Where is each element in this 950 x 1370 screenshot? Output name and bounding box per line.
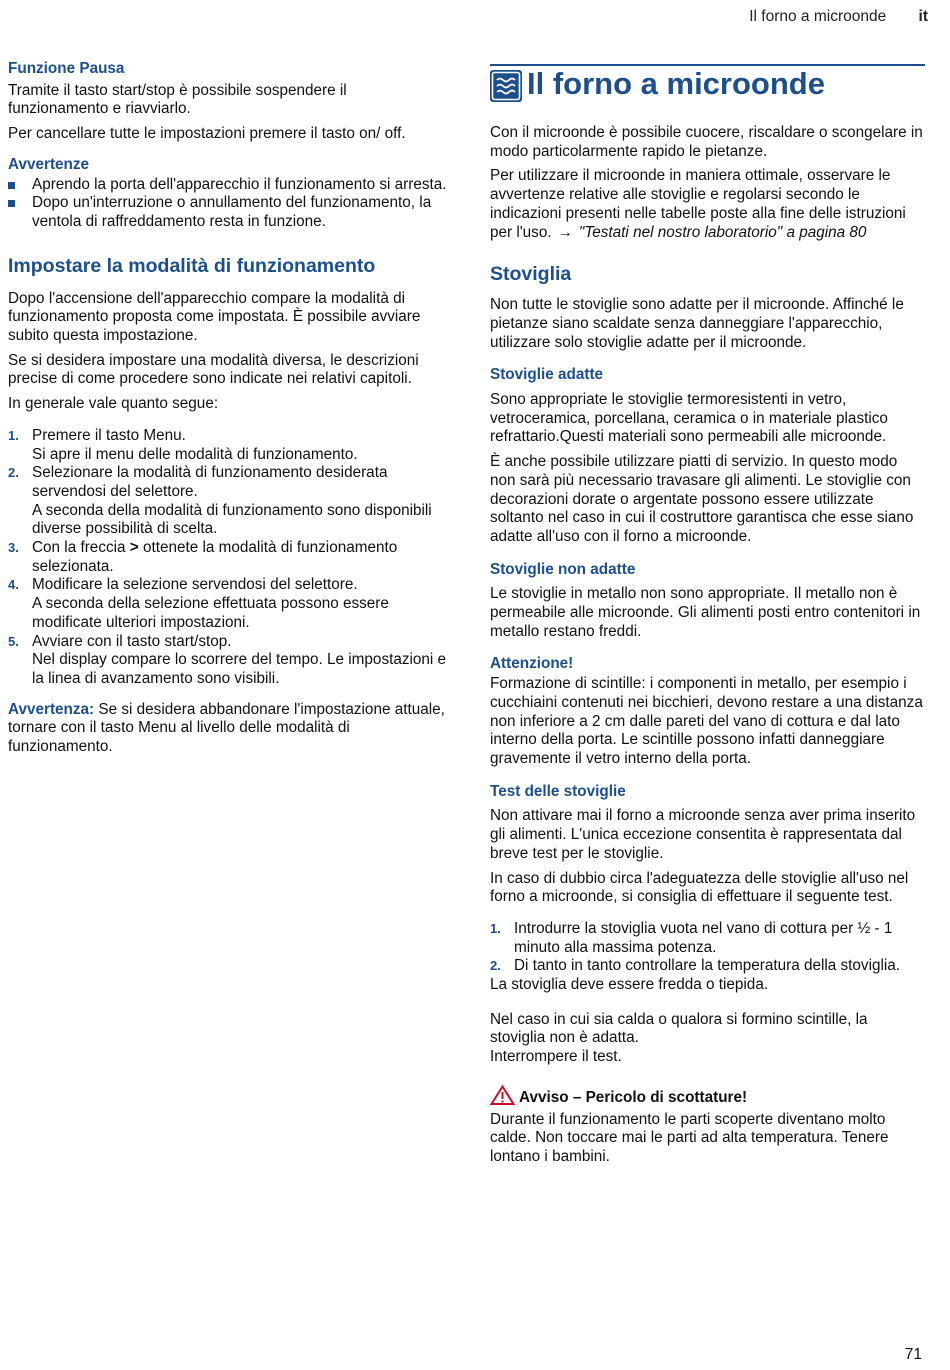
note-text: Se si desidera abbandonare l'impostazione attuale, tornare con il tasto Menu al livello delle modalità di funzionamento.	[8, 700, 445, 756]
step-number: 2.	[490, 958, 501, 974]
impostare-paragraph-2: Se si desidera impostare una modalità diversa, le descrizioni precise di come procedere sono indicate nei relativi capitoli.	[8, 351, 419, 388]
list-item	[8, 427, 448, 464]
step-result: Si apre il menu delle modalità di funzionamento.	[32, 445, 358, 463]
step-result: Nel display compare lo scorrere del tempo. Le impostazioni e la linea di avanzamento sono visibili.	[32, 651, 447, 687]
avviso-paragraph-1: Durante il funzionamento le parti scoperte diventano molto calde. Non toccare mai le parti ad alta temperatura. Tenere lontano i bambini.	[490, 1110, 889, 1165]
avviso-heading-row	[490, 1085, 925, 1111]
cross-reference-link[interactable]: "Testati nel nostro laboratorio" a pagina 80	[578, 223, 867, 241]
step-number: 2.	[8, 465, 19, 481]
avviso-block	[490, 1085, 925, 1167]
attenzione-paragraph-1: Formazione di scintille: i componenti in metallo, per esempio i cucchiaini contenuti nei bicchieri, devono restare a una distanza non inferiore a 2 cm dalle pareti del vano di cottura e dal lato interno della porta. Le scintille possono infatti danneggiare gravemente il vetro interno della porta.	[490, 675, 923, 767]
list-item	[490, 957, 925, 976]
step-result: A seconda della modalità di funzionamento sono disponibili diverse possibilità di scelta.	[32, 501, 432, 538]
stoviglia-heading: Stoviglia	[490, 263, 572, 286]
non-adatte-paragraph-1: Le stoviglie in metallo non sono appropriate. Il metallo non è permeabile alle microonde. Gli alimenti posti entro contenitori in metallo restano freddi.	[490, 585, 921, 640]
list-item	[490, 920, 925, 957]
avvertenze-list	[8, 176, 448, 232]
page-header	[749, 8, 928, 27]
pausa-paragraph-1: Tramite il tasto start/stop è possibile sospendere il funzionamento e riavviarlo.	[8, 81, 347, 118]
impostare-paragraph-1: Dopo l'accensione dell'apparecchio compare la modalità di funzionamento proposta come impostata. È possibile avviare subito questa impostazione.	[8, 289, 421, 345]
adatte-heading: Stoviglie adatte	[490, 366, 604, 384]
step-number: 3.	[8, 540, 19, 556]
intro-paragraph-2	[490, 167, 925, 242]
test-heading: Test delle stoviglie	[490, 782, 626, 800]
header-language: it	[918, 8, 928, 25]
list-item	[8, 633, 448, 689]
adatte-paragraph-2: È anche possibile utilizzare piatti di servizio. In questo modo non sarà più necessario travasare gli alimenti. Le stoviglie con decorazioni dorate o argentate possono essere utilizzate soltanto nel caso in cui il costruttore garantisca che esse siano adatte all'uso con il forno a microonde.	[490, 453, 914, 545]
chapter-title-bar	[490, 64, 925, 112]
stoviglia-paragraph-1: Non tutte le stoviglie sono adatte per il microonde. Affinché le pietanze siano scaldate senza danneggiare l'apparecchio, utilizzare solo stoviglie adatte per il microonde.	[490, 296, 904, 351]
step-text: Selezionare la modalità di funzionamento desiderata servendosi del selettore.	[32, 464, 388, 500]
step-text: Di tanto in tanto controllare la temperatura della stoviglia.	[514, 957, 901, 975]
avvertenze-heading: Avvertenze	[8, 155, 90, 173]
microwave-icon	[490, 70, 522, 102]
step-text: Premere il tasto Menu.	[32, 426, 186, 444]
intro-text: Per utilizzare il microonde in maniera ottimale, osservare le avvertenze relative alle stoviglie e regolarsi secondo le indicazioni presenti nelle tabelle poste alla fine delle istruzioni per l'uso.	[490, 167, 906, 241]
step-text: Introdurre la stoviglia vuota nel vano di cottura per ½ - 1 minuto alla massima potenza.	[514, 919, 893, 956]
test-text: Nel caso in cui sia calda o qualora si formino scintille, la stoviglia non è adatta.	[490, 1010, 868, 1047]
intro-paragraph-1: Con il microonde è possibile cuocere, riscaldare o scongelare in modo particolarmente rapido le pietanze.	[490, 124, 923, 160]
step-number: 4.	[8, 577, 19, 593]
list-item	[8, 576, 448, 632]
page-number: 71	[904, 1346, 922, 1363]
test-paragraph-1: Non attivare mai il forno a microonde senza aver prima inserito gli alimenti. L'unica eccezione consentita è rappresentata dal breve test per le stoviglie.	[490, 807, 916, 862]
step-text-pre: Con la freccia	[32, 539, 126, 557]
non-adatte-heading: Stoviglie non adatte	[490, 560, 636, 578]
arrow-right-icon: →	[557, 223, 573, 241]
test-result: La stoviglia deve essere fredda o tiepida.	[490, 976, 769, 994]
test-paragraph-2: In caso di dubbio circa l'adeguatezza delle stoviglie all'uso nel forno a microonde, si consiglia di effettuare il seguente test.	[490, 869, 909, 906]
step-number: 1.	[490, 920, 501, 936]
step-text-post: ottenete la modalità di funzionamento selezionata.	[32, 539, 398, 575]
impostare-paragraph-3: In generale vale quanto segue:	[8, 395, 219, 413]
pausa-heading: Funzione Pausa	[8, 60, 125, 77]
attenzione-heading: Attenzione!	[490, 655, 574, 673]
step-text: Avviare con il tasto start/stop.	[32, 632, 232, 650]
chapter-title: Il forno a microonde	[527, 66, 825, 101]
list-item: Dopo un'interruzione o annullamento del funzionamento, la ventola di raffreddamento resta in funzione.	[8, 194, 448, 231]
impostare-heading: Impostare la modalità di funzionamento	[8, 254, 376, 277]
list-item	[8, 464, 448, 539]
note-label: Avvertenza:	[8, 700, 95, 718]
warning-triangle-icon	[490, 1085, 515, 1111]
step-number: 5.	[8, 633, 19, 649]
header-title: Il forno a microonde	[749, 8, 887, 25]
step-number: 1.	[8, 427, 19, 443]
list-item	[8, 539, 448, 576]
step-result: A seconda della selezione effettuata possono essere modificate ulteriori impostazioni.	[32, 595, 389, 631]
pausa-paragraph-2: Per cancellare tutte le impostazioni premere il tasto on/ off.	[8, 125, 406, 143]
adatte-paragraph-1: Sono appropriate le stoviglie termoresistenti in vetro, vetroceramica, porcellana, ceramica o in materiale plastico refrattario.Questi materiali sono permeabili alle microonde.	[490, 391, 888, 446]
arrow-right-icon: >	[129, 539, 139, 557]
test-steps	[490, 920, 925, 976]
right-column	[490, 64, 925, 1173]
impostare-note	[8, 701, 448, 757]
test-paragraph-3	[490, 1011, 925, 1067]
step-text: Modificare la selezione servendosi del selettore.	[32, 576, 358, 594]
test-instruction: Interrompere il test.	[490, 1048, 622, 1066]
left-column	[8, 60, 448, 763]
avviso-heading: Avviso – Pericolo di scottature!	[519, 1088, 748, 1106]
impostare-steps	[8, 427, 448, 689]
list-item: Aprendo la porta dell'apparecchio il funzionamento si arresta.	[8, 176, 448, 195]
